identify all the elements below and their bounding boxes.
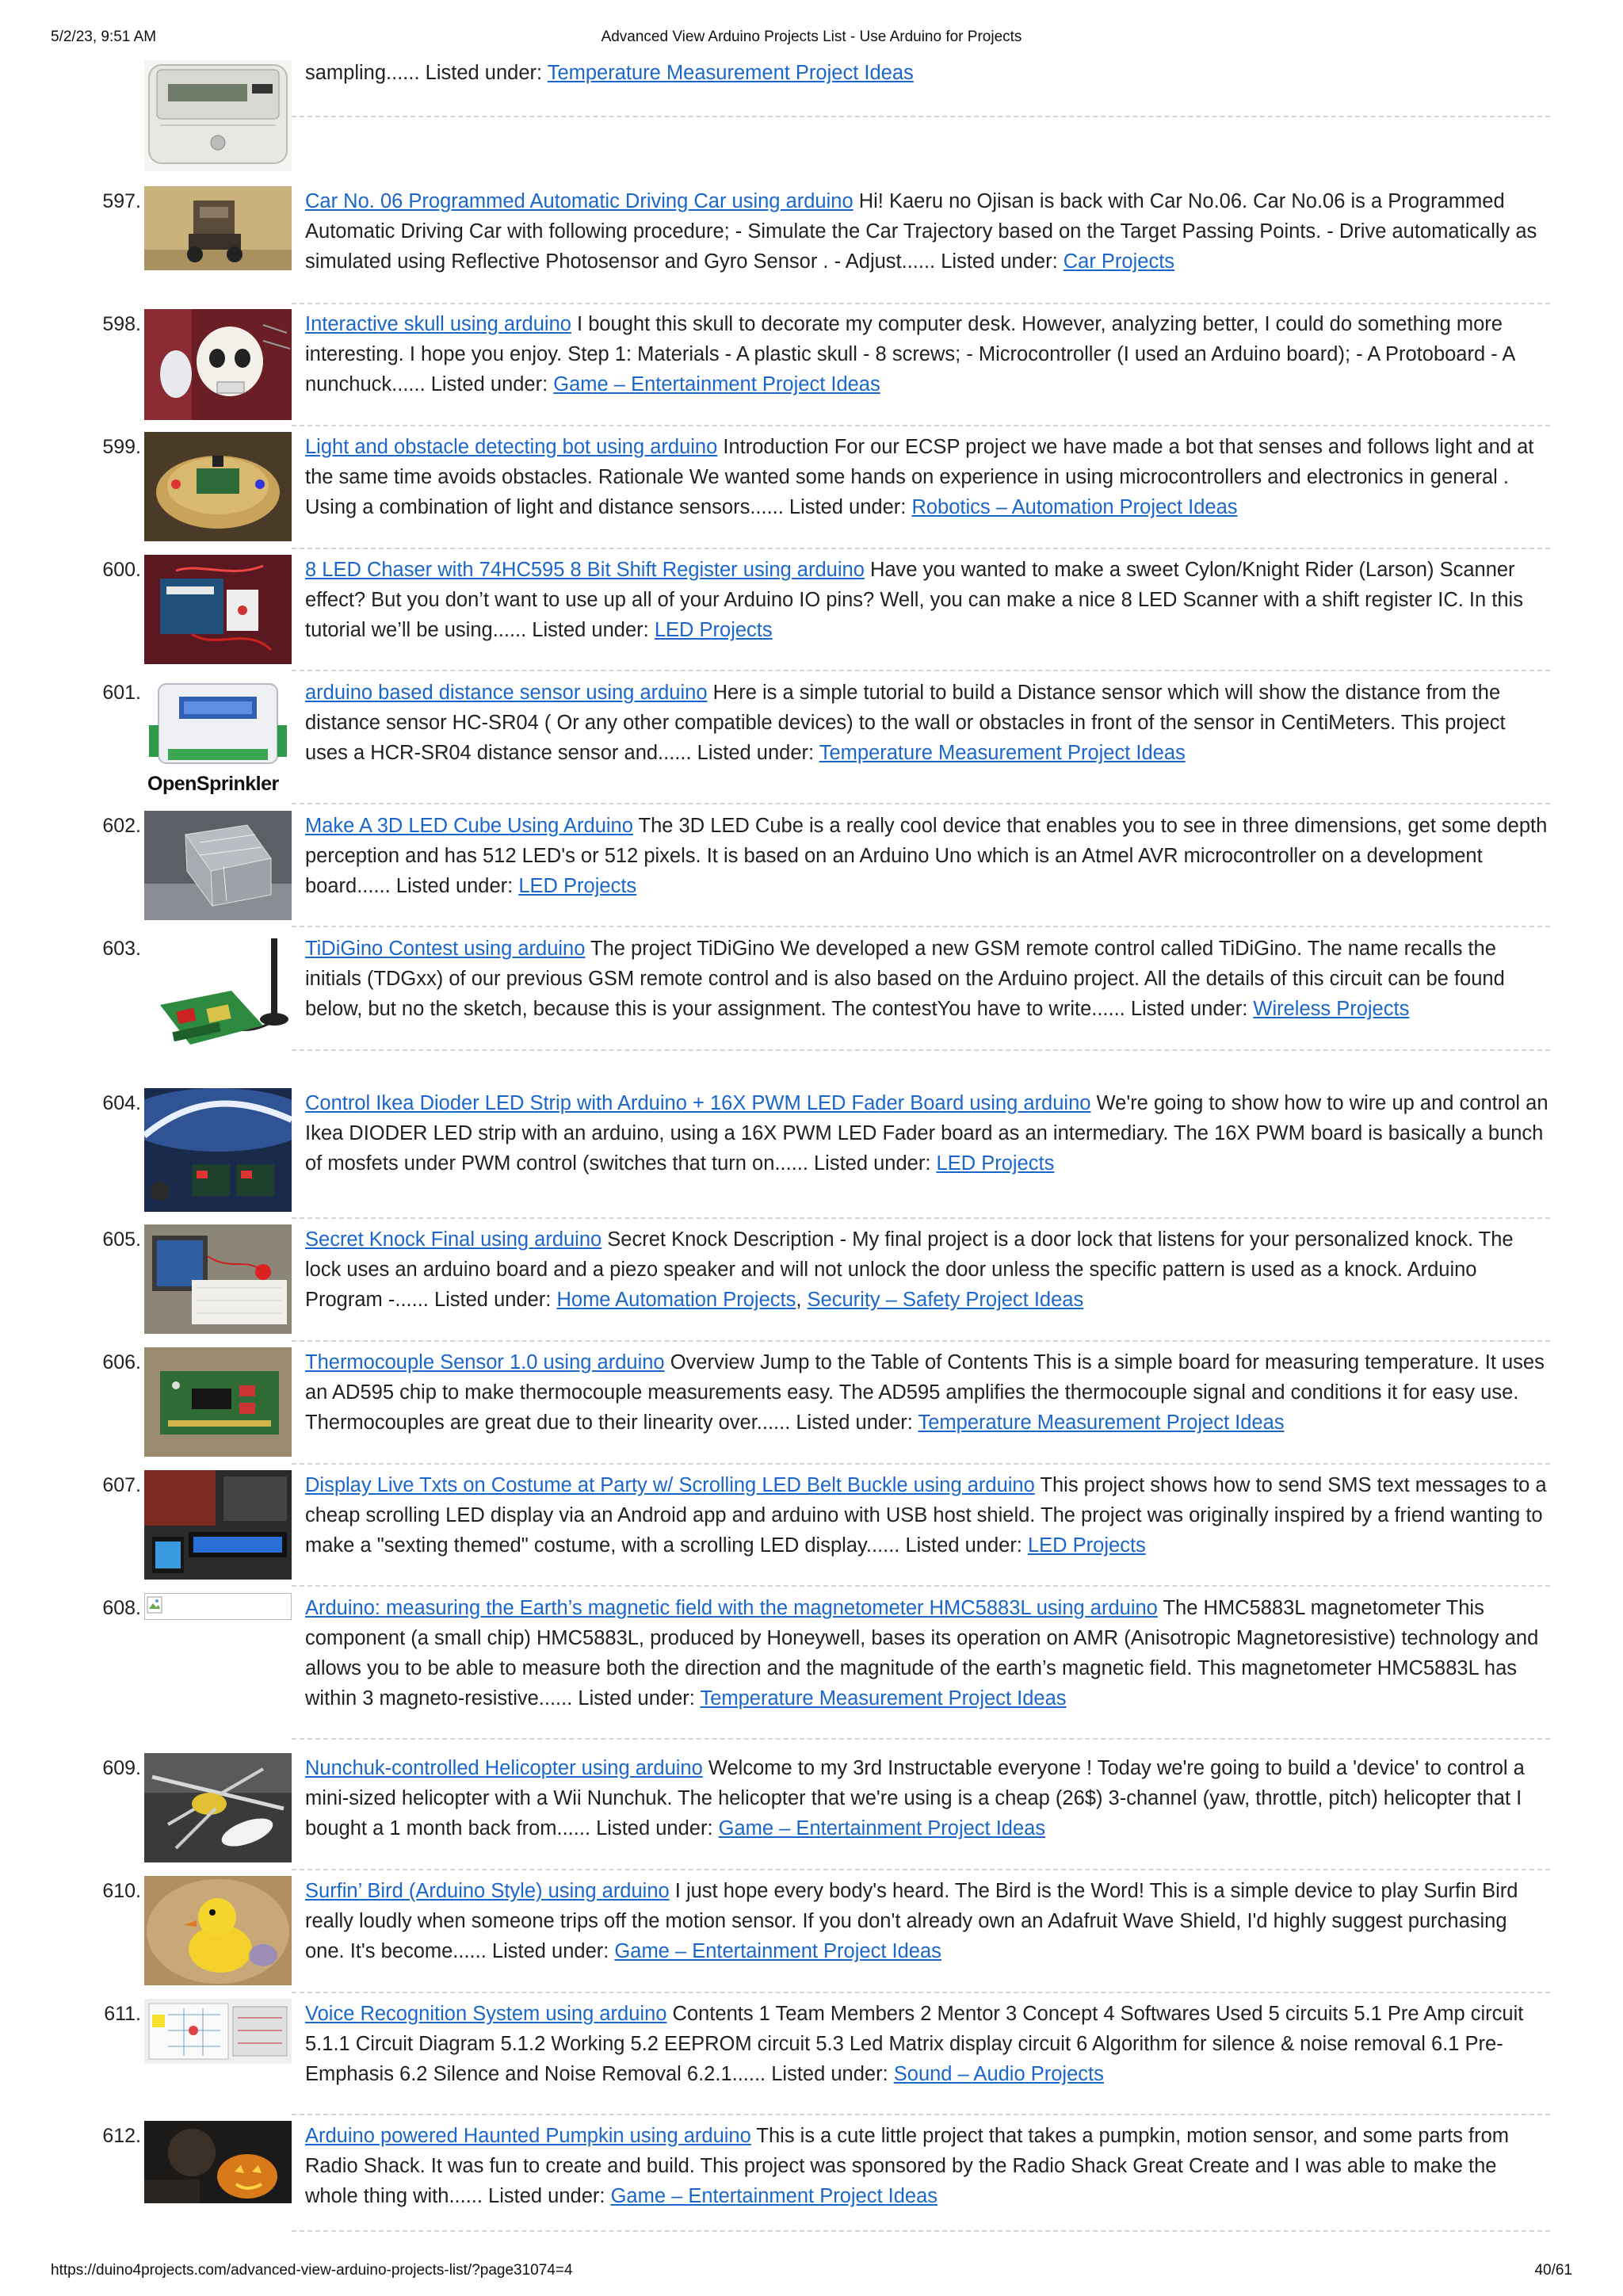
item-number: 609.: [102, 1757, 141, 1779]
separator: [292, 1585, 1550, 1587]
item-number: 610.: [102, 1880, 141, 1902]
item-text: [305, 186, 1549, 277]
item-description: This is a cute little project that takes a pumpkin, motion sensor, and some parts from Radio Shack. It was fun to create and build. This project was sponsored by the Radio Shack Great Create and I was able to make the whole thing with...... Listed under:: [305, 2125, 1510, 2207]
item-description: Secret Knock Description - My final project is a door lock that listens for your personalized knock. The lock uses an arduino board and a piezo speaker and will not unlock the door unless the specific pattern is used as a knock. Arduino Program -...... Listed under:: [305, 1228, 1514, 1311]
item-description: The 3D LED Cube is a really cool device that enables you to see in three dimensions, get some depth perception and has 512 LED's or 512 pixels. It is based on an Arduino Uno which is an Atmel AVR microcontroller on a development board...... Listed under:: [305, 815, 1548, 897]
category-link[interactable]: Car Projects: [1063, 250, 1175, 273]
breadboard-image: [144, 1224, 292, 1334]
category-link[interactable]: Temperature Measurement Project Ideas: [547, 62, 914, 84]
category-link[interactable]: Robotics – Automation Project Ideas: [911, 496, 1238, 518]
category-link[interactable]: Game – Entertainment Project Ideas: [614, 1940, 941, 1962]
item-description: Contents 1 Team Members 2 Mentor 3 Concept 4 Softwares Used 5 circuits 5.1 Pre Amp circuit 5.1.1 Circuit Diagram 5.1.2 Working 5.2 EEPROM circuit 5.3 Led Matrix display circuit 6 Algorithm for silence & noise removal 6.1 Pre-Emphasis 6.2 Silence and Noise Removal 6.2.1...... Listed under:: [305, 2003, 1524, 2085]
category-link[interactable]: Sound – Audio Projects: [893, 2063, 1104, 2085]
page-number: 40/61: [1534, 2262, 1572, 2279]
category-link[interactable]: Game – Entertainment Project Ideas: [718, 1817, 1046, 1839]
project-title-link[interactable]: Nunchuk-controlled Helicopter using arduino: [305, 1757, 703, 1779]
item-number: 602.: [102, 815, 141, 837]
project-title-link[interactable]: TiDiGino Contest using arduino: [305, 938, 586, 960]
separator: [292, 2230, 1550, 2232]
opensprinkler-image: [144, 678, 292, 795]
item-text: [305, 555, 1549, 645]
led-strip-image: [144, 1088, 292, 1212]
print-header: [51, 29, 1572, 46]
separator: [292, 1340, 1550, 1342]
category-link[interactable]: Home Automation Projects: [556, 1289, 796, 1311]
project-title-link[interactable]: Light and obstacle detecting bot using arduino: [305, 436, 718, 458]
project-title-link[interactable]: arduino based distance sensor using arduino: [305, 682, 708, 704]
project-title-link[interactable]: Interactive skull using arduino: [305, 313, 571, 335]
item-number: 607.: [102, 1474, 141, 1496]
skull-image: [144, 309, 292, 420]
bot-image: [144, 432, 292, 541]
item-number: 608.: [102, 1597, 141, 1619]
project-title-link[interactable]: Surfin’ Bird (Arduino Style) using arduino: [305, 1880, 670, 1902]
item-description: sampling...... Listed under:: [305, 62, 548, 84]
item-description: Have you wanted to make a sweet Cylon/Knight Rider (Larson) Scanner effect? But you don’t want to use up all of your Arduino IO pins? Well, you can make a nice 8 LED Scanner with a shift register IC. In this tutorial we’ll be using...... Listed under:: [305, 559, 1523, 641]
page-url: https://duino4projects.com/advanced-view-arduino-projects-list/?page31074=4: [51, 2262, 573, 2279]
separator: [292, 926, 1550, 927]
duck-image: [144, 1876, 292, 1985]
item-number: 600.: [102, 559, 141, 581]
item-description: Hi! Kaeru no Ojisan is back with Car No.06. Car No.06 is a Programmed Automatic Driving Car with following procedure; - Simulate the Car Trajectory based on the Target Passing Points. - Drive automatically as simulated using Reflective Photosensor and Gyro Sensor . - Adjust...... Listed under:: [305, 190, 1537, 273]
item-number: 598.: [102, 313, 141, 335]
category-link[interactable]: Temperature Measurement Project Ideas: [918, 1412, 1285, 1434]
project-title-link[interactable]: Secret Knock Final using arduino: [305, 1228, 602, 1251]
print-datetime: 5/2/23, 9:51 AM: [51, 29, 157, 45]
item-text: [305, 2121, 1549, 2211]
separator: [292, 803, 1550, 804]
separator: [292, 116, 1550, 117]
separator: [292, 303, 1550, 304]
separator: [292, 1049, 1550, 1051]
opensprinkler-caption: OpenSprinkler: [147, 773, 279, 795]
separator: [292, 1738, 1550, 1740]
separator: [292, 1869, 1550, 1870]
energy-meter-image: [144, 60, 292, 171]
item-description: The project TiDiGino We developed a new GSM remote control called TiDiGino. The name recalls the initials (TDGxx) of our previous GSM remote control and is also based on the Arduino project. All the details of this circuit can be found below, but no the sketch, because this is your assignment. The contestYou have to write...... Listed under:: [305, 938, 1505, 1020]
print-page-title: Advanced View Arduino Projects List - Use Arduino for Projects: [601, 29, 1022, 45]
category-link[interactable]: LED Projects: [936, 1152, 1055, 1175]
project-title-link[interactable]: Control Ikea Dioder LED Strip with Arduino + 16X PWM LED Fader Board using arduino: [305, 1092, 1091, 1114]
item-description: I just hope every body's heard. The Bird is the Word! This is a simple device to play Surfin Bird really loudly when someone trips off the motion sensor. If you don't already own an Adafruit Wave Shield, I'd highly suggest purchasing one. It's become...... Listed under:: [305, 1880, 1518, 1962]
helicopter-image: [144, 1753, 292, 1862]
item-description: The HMC5883L magnetometer This component (a small chip) HMC5883L, produced by Honeywell, bases its operation on AMR (Anisotropic Magnetoresistive) technology and allows you to be able to measure both the direction and the magnitude of the earth’s magnetic field. This magnetometer HMC5883L has within 3 magneto-resistive...... Listed under:: [305, 1597, 1539, 1710]
project-title-link[interactable]: Thermocouple Sensor 1.0 using arduino: [305, 1351, 665, 1373]
item-text: [305, 1999, 1549, 2089]
category-link[interactable]: Wireless Projects: [1253, 998, 1410, 1020]
item-description: Overview Jump to the Table of Contents This is a simple board for measuring temperature. It uses an AD595 chip to make thermocouple measurements easy. The AD595 amplifies the thermocouple signal and conditions it for easy use. Thermocouples are great due to their linearity over...... Listed under:: [305, 1351, 1545, 1434]
item-text: [305, 58, 1549, 88]
category-link[interactable]: Temperature Measurement Project Ideas: [700, 1687, 1067, 1710]
project-title-link[interactable]: Arduino powered Haunted Pumpkin using arduino: [305, 2125, 751, 2147]
item-description: Here is a simple tutorial to build a Distance sensor which will show the distance from the distance sensor HC-SR04 ( Or any other compatible devices) to the wall or obstacles in front of the sensor in CentiMeters. This project uses a HCR-SR04 distance sensor and...... Listed under:: [305, 682, 1506, 764]
pcb-image: [144, 1347, 292, 1457]
item-text: [305, 1088, 1549, 1179]
item-text: Secret Knock Final using arduino Secret Knock Description - My final project is a door lock that listens for your personalized knock. The lock uses an arduino board and a piezo speaker and will not unlock the door unless the specific pattern is used as a knock. Arduino Program -...... Listed under: Home Automation Projects, Security – Safety Project Ideas: [305, 1228, 1514, 1311]
project-title-link[interactable]: Car No. 06 Programmed Automatic Driving Car using arduino: [305, 190, 854, 212]
gsm-board-image: [144, 934, 292, 1068]
project-title-link[interactable]: Make A 3D LED Cube Using Arduino: [305, 815, 633, 837]
item-text: [305, 1753, 1549, 1843]
separator: [292, 1463, 1550, 1465]
item-number: 611.: [104, 2003, 141, 2025]
separator: [292, 2114, 1550, 2115]
category-link[interactable]: Temperature Measurement Project Ideas: [819, 742, 1186, 764]
item-number: 612.: [102, 2125, 141, 2147]
project-title-link[interactable]: 8 LED Chaser with 74HC595 8 Bit Shift Register using arduino: [305, 559, 865, 581]
item-description: Introduction For our ECSP project we have made a bot that senses and follows light and at the same time avoids obstacles. Rationale We wanted some hands on experience in using microcontrollers and electronics in general . Using a combination of light and distance sensors...... Listed under:: [305, 436, 1534, 518]
category-link[interactable]: Game – Entertainment Project Ideas: [553, 373, 880, 395]
separator: [292, 1992, 1550, 1993]
item-number: 601.: [102, 682, 141, 704]
item-description: Welcome to my 3rd Instructable everyone ! Today we're going to build a 'device' to control a mini-sized helicopter with a Wii Nunchuk. The helicopter that we're using is a cheap (26$) 3-channel (yaw, throttle, pitch) helicopter that I bought a 1 month back from...... Listed under:: [305, 1757, 1525, 1839]
category-link[interactable]: LED Projects: [518, 875, 637, 897]
category-link[interactable]: Security – Safety Project Ideas: [807, 1289, 1084, 1311]
item-text: [305, 811, 1549, 901]
item-text: [305, 1593, 1549, 1713]
led-chaser-image: [144, 555, 292, 664]
item-number: 605.: [102, 1228, 141, 1251]
broken-image: [144, 1593, 292, 1620]
item-text: [305, 934, 1549, 1024]
separator: [292, 425, 1550, 426]
separator: [292, 1217, 1550, 1219]
item-text: [305, 678, 1549, 768]
separator: [292, 670, 1550, 671]
item-number: 599.: [102, 436, 141, 458]
item-text: [305, 1470, 1549, 1561]
item-number: 603.: [102, 938, 141, 960]
project-title-link[interactable]: Voice Recognition System using arduino: [305, 2003, 667, 2025]
item-text: [305, 1347, 1549, 1438]
item-number: 606.: [102, 1351, 141, 1373]
item-description: This project shows how to send SMS text messages to a cheap scrolling LED display via an Android app and arduino with USB host shield. The project was originally inspired by a friend wanting to make a "sexting themed" costume, with a scrolling LED display...... Listed under:: [305, 1474, 1547, 1557]
item-description: I bought this skull to decorate my computer desk. However, analyzing better, I could do something more interesting. I hope you enjoy. Step 1: Materials - A plastic skull - 8 screws; - Microcontroller (I used an Arduino board); - A Protoboard - A nunchuck...... Listed under:: [305, 313, 1515, 395]
separator: [292, 548, 1550, 549]
item-text: [305, 432, 1549, 522]
category-link[interactable]: LED Projects: [1027, 1534, 1146, 1557]
print-footer: [51, 2262, 1572, 2279]
item-number: 604.: [102, 1092, 141, 1114]
pumpkin-image: [144, 2121, 292, 2203]
category-link[interactable]: Game – Entertainment Project Ideas: [610, 2185, 938, 2207]
item-description: We're going to show how to wire up and control an Ikea DIODER LED strip with an arduino, using a 16X PWM LED Fader board as an intermediary. The 16X PWM board is basically a bunch of mosfets under PWM control (switches that turn on...... Listed under:: [305, 1092, 1549, 1175]
circuit-diagram-image: [144, 1999, 292, 2064]
item-number: 597.: [102, 190, 141, 212]
led-display-image: [144, 1470, 292, 1580]
category-link[interactable]: LED Projects: [654, 619, 773, 641]
item-text: [305, 309, 1549, 399]
item-text: [305, 1876, 1549, 1966]
led-cube-image: [144, 811, 292, 920]
project-title-link[interactable]: Display Live Txts on Costume at Party w/ Scrolling LED Belt Buckle using arduino: [305, 1474, 1035, 1496]
project-title-link[interactable]: Arduino: measuring the Earth’s magnetic field with the magnetometer HMC5883L using arduino: [305, 1597, 1158, 1619]
robot-car-image: [144, 186, 292, 270]
